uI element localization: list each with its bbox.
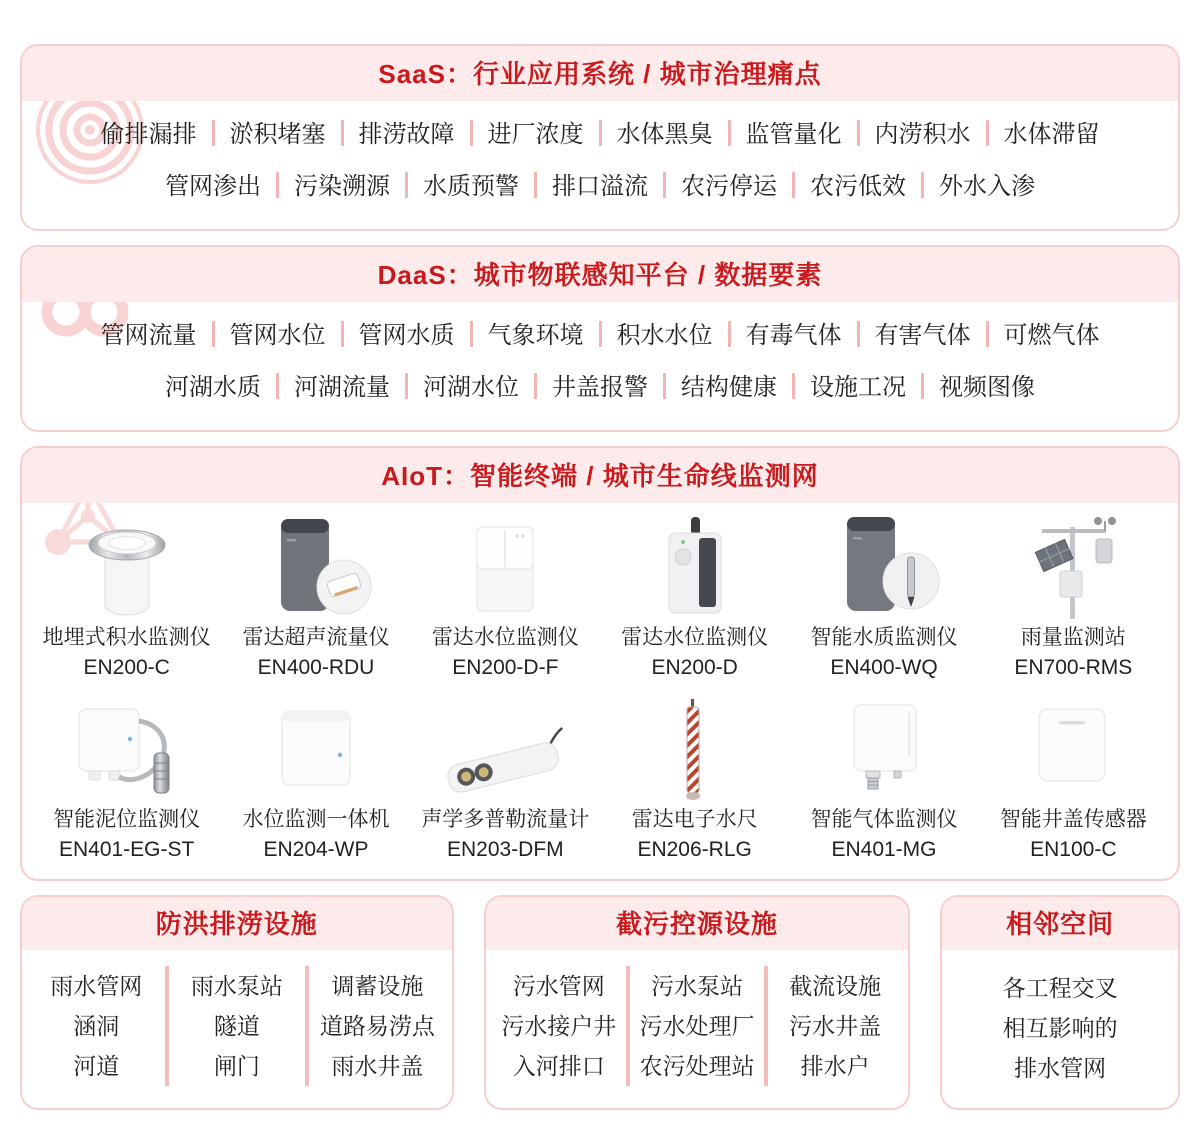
aiot-header bbox=[22, 448, 1178, 503]
data-element-item: 有害气体 bbox=[842, 310, 971, 362]
daas-items bbox=[22, 302, 1178, 430]
flood-column-1 bbox=[28, 966, 165, 1086]
daas-title: DaaS：城市物联感知平台 / 数据要素 bbox=[377, 260, 823, 290]
device-model: EN200-D-F bbox=[452, 656, 559, 679]
data-element-item: 管网水质 bbox=[326, 310, 455, 362]
device-name: 雷达电子水尺 bbox=[631, 808, 758, 831]
adjacent-line: 相互影响的 bbox=[1002, 1015, 1118, 1041]
pain-point-item: 外水入渗 bbox=[906, 161, 1035, 213]
device-model: EN100-C bbox=[1030, 838, 1117, 861]
facility-item: 道路易涝点 bbox=[319, 1013, 435, 1039]
daas-row-1 bbox=[46, 310, 1154, 362]
radar-ultrasonic-flowmeter-image bbox=[223, 511, 408, 623]
saas-items bbox=[22, 101, 1178, 229]
aiot-title: AIoT：智能终端 / 城市生命线监测网 bbox=[381, 461, 819, 491]
data-element-item: 河湖水位 bbox=[390, 362, 519, 414]
facility-item: 入河排口 bbox=[512, 1053, 605, 1079]
water-level-allinone-image bbox=[223, 693, 408, 805]
device-name: 智能泥位监测仪 bbox=[53, 808, 201, 831]
device-card-en100-c bbox=[981, 693, 1166, 865]
pain-point-item: 偷排漏排 bbox=[100, 121, 197, 148]
flood-column-3 bbox=[305, 966, 446, 1086]
data-element-item: 管网流量 bbox=[100, 322, 197, 349]
facility-item: 截流设施 bbox=[789, 973, 882, 999]
facility-item: 污水泵站 bbox=[650, 973, 743, 999]
facility-item: 农污处理站 bbox=[639, 1053, 755, 1079]
saas-row-2 bbox=[46, 161, 1154, 213]
facility-item: 污水处理厂 bbox=[639, 1013, 755, 1039]
buried-water-sensor-image bbox=[34, 511, 219, 623]
sewage-body bbox=[486, 950, 909, 1104]
pain-point-item: 污染溯源 bbox=[261, 161, 390, 213]
facility-item: 河道 bbox=[73, 1053, 120, 1079]
pain-point-item: 排口溢流 bbox=[519, 161, 648, 213]
facility-item: 涵洞 bbox=[73, 1013, 120, 1039]
data-element-item: 有毒气体 bbox=[713, 310, 842, 362]
device-model: EN200-C bbox=[83, 656, 170, 679]
device-model: EN700-RMS bbox=[1014, 656, 1133, 679]
device-model: EN203-DFM bbox=[446, 838, 564, 861]
data-element-item: 积水水位 bbox=[584, 310, 713, 362]
manhole-cover-sensor-image bbox=[981, 693, 1166, 805]
pain-point-item: 内涝积水 bbox=[842, 109, 971, 161]
device-model: EN401-MG bbox=[831, 838, 937, 861]
daas-row-2 bbox=[46, 362, 1154, 414]
sewage-column-3 bbox=[764, 966, 902, 1086]
device-card-en401-eg-st bbox=[34, 693, 219, 865]
pain-point-item: 农污停运 bbox=[648, 161, 777, 213]
device-card-en200-c bbox=[34, 511, 219, 683]
data-element-item: 井盖报警 bbox=[519, 362, 648, 414]
facility-item: 雨水管网 bbox=[50, 973, 143, 999]
flood-header bbox=[22, 897, 452, 950]
adjacent-line: 各工程交叉 bbox=[1002, 975, 1118, 1001]
device-card-en200-d-f bbox=[413, 511, 598, 683]
radar-level-sensor-f-image bbox=[413, 511, 598, 623]
saas-section bbox=[20, 44, 1180, 231]
flood-column-2 bbox=[165, 966, 306, 1086]
facility-item: 隧道 bbox=[213, 1013, 260, 1039]
adjacent-header bbox=[942, 897, 1178, 950]
adjacent-body bbox=[942, 950, 1178, 1108]
device-name: 雷达水位监测仪 bbox=[621, 626, 769, 649]
pain-point-item: 水体黑臭 bbox=[584, 109, 713, 161]
device-name: 声学多普勒流量计 bbox=[421, 808, 590, 831]
data-element-item: 河湖流量 bbox=[261, 362, 390, 414]
device-name: 雷达超声流量仪 bbox=[242, 626, 390, 649]
pain-point-item: 水质预警 bbox=[390, 161, 519, 213]
data-element-item: 管网水位 bbox=[197, 310, 326, 362]
device-model: EN401-EG-ST bbox=[58, 838, 195, 861]
data-element-item: 可燃气体 bbox=[971, 310, 1100, 362]
device-card-en400-rdu bbox=[223, 511, 408, 683]
facility-item: 闸门 bbox=[213, 1053, 260, 1079]
flood-title: 防洪排涝设施 bbox=[155, 909, 318, 939]
saas-title: SaaS：行业应用系统 / 城市治理痛点 bbox=[378, 59, 822, 89]
device-card-en204-wp bbox=[223, 693, 408, 865]
sewage-column-1 bbox=[492, 966, 626, 1086]
data-element-item: 视频图像 bbox=[906, 362, 1035, 414]
doppler-flowmeter-image bbox=[413, 693, 598, 805]
device-model: EN200-D bbox=[651, 656, 738, 679]
device-model: EN206-RLG bbox=[637, 838, 752, 861]
daas-header bbox=[22, 247, 1178, 302]
device-name: 智能水质监测仪 bbox=[810, 626, 958, 649]
device-name: 水位监测一体机 bbox=[242, 808, 390, 831]
facility-item: 污水管网 bbox=[512, 973, 605, 999]
facility-item: 雨水井盖 bbox=[331, 1053, 424, 1079]
device-card-en206-rlg bbox=[602, 693, 787, 865]
aiot-section bbox=[20, 446, 1180, 881]
data-element-item: 气象环境 bbox=[455, 310, 584, 362]
saas-header bbox=[22, 46, 1178, 101]
device-card-en203-dfm bbox=[413, 693, 598, 865]
aiot-device-grid bbox=[22, 503, 1178, 879]
facility-item: 雨水泵站 bbox=[190, 973, 283, 999]
pain-point-item: 农污低效 bbox=[777, 161, 906, 213]
adjacent-title: 相邻空间 bbox=[1006, 909, 1115, 939]
data-element-item: 结构健康 bbox=[648, 362, 777, 414]
device-name: 地埋式积水监测仪 bbox=[42, 626, 211, 649]
facility-item: 污水接户井 bbox=[501, 1013, 617, 1039]
device-model: EN400-RDU bbox=[257, 656, 375, 679]
facility-item: 污水井盖 bbox=[789, 1013, 882, 1039]
adjacent-space-section bbox=[940, 895, 1180, 1110]
gas-monitor-image bbox=[791, 693, 976, 805]
daas-section bbox=[20, 245, 1180, 432]
device-card-en400-wq bbox=[791, 511, 976, 683]
facilities-row bbox=[20, 895, 1180, 1110]
pain-point-item: 淤积堵塞 bbox=[197, 109, 326, 161]
data-element-item: 设施工况 bbox=[777, 362, 906, 414]
pain-point-item: 排涝故障 bbox=[326, 109, 455, 161]
pain-point-item: 监管量化 bbox=[713, 109, 842, 161]
data-element-item: 河湖水质 bbox=[165, 374, 261, 401]
device-card-en700-rms bbox=[981, 511, 1166, 683]
pain-point-item: 进厂浓度 bbox=[455, 109, 584, 161]
device-name: 智能井盖传感器 bbox=[999, 808, 1147, 831]
sewage-column-2 bbox=[626, 966, 764, 1086]
pain-point-item: 水体滞留 bbox=[971, 109, 1100, 161]
flood-body bbox=[22, 950, 452, 1104]
water-quality-monitor-image bbox=[791, 511, 976, 623]
device-name: 雷达水位监测仪 bbox=[431, 626, 579, 649]
adjacent-line: 排水管网 bbox=[1014, 1055, 1107, 1081]
rainfall-station-image bbox=[981, 511, 1166, 623]
device-card-en200-d bbox=[602, 511, 787, 683]
sludge-level-monitor-image bbox=[34, 693, 219, 805]
radar-level-sensor-image bbox=[602, 511, 787, 623]
saas-row-1 bbox=[46, 109, 1154, 161]
facility-item: 调蓄设施 bbox=[331, 973, 424, 999]
radar-staff-gauge-image bbox=[602, 693, 787, 805]
device-card-en401-mg bbox=[791, 693, 976, 865]
device-model: EN400-WQ bbox=[830, 656, 938, 679]
facility-item: 排水户 bbox=[800, 1053, 870, 1079]
device-model: EN204-WP bbox=[263, 838, 369, 861]
pain-point-item: 管网渗出 bbox=[165, 173, 261, 200]
sewage-title: 截污控源设施 bbox=[615, 909, 778, 939]
sewage-header bbox=[486, 897, 909, 950]
device-name: 智能气体监测仪 bbox=[810, 808, 958, 831]
sewage-control-section bbox=[484, 895, 911, 1110]
device-name: 雨量监测站 bbox=[1020, 626, 1126, 649]
flood-control-section bbox=[20, 895, 454, 1110]
